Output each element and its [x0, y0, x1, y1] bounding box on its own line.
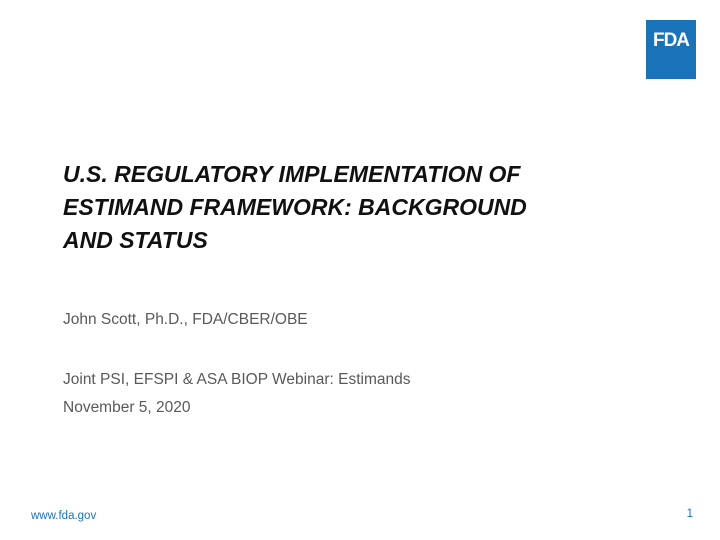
title-line-3: AND STATUS: [63, 227, 208, 253]
event-info: [63, 366, 410, 422]
event-name: Joint PSI, EFSPI & ASA BIOP Webinar: Estimands: [63, 371, 411, 388]
event-date: November 5, 2020: [63, 399, 191, 416]
fda-logo: [646, 20, 696, 79]
title-line-2: ESTIMAND FRAMEWORK: BACKGROUND: [63, 194, 527, 220]
author-line: John Scott, Ph.D., FDA/CBER/OBE: [63, 311, 308, 328]
page-number: 1: [686, 508, 693, 520]
slide-title: [63, 158, 663, 257]
title-line-1: U.S. REGULATORY IMPLEMENTATION OF: [63, 161, 521, 187]
footer-url: www.fda.gov: [31, 510, 97, 522]
fda-logo-text: FDA: [652, 30, 690, 51]
